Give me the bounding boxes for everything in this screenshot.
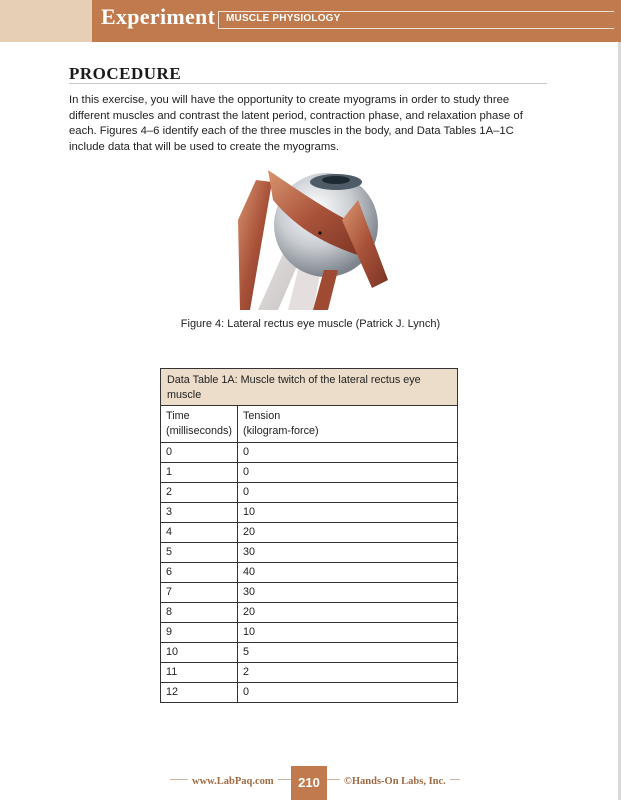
header-subtitle: MUSCLE PHYSIOLOGY: [226, 13, 341, 24]
table-row: [161, 523, 458, 543]
time-cell: 11: [161, 663, 238, 683]
table-row: [161, 683, 458, 703]
tension-cell: 10: [238, 623, 458, 643]
table-row: [161, 463, 458, 483]
time-cell: 9: [161, 623, 238, 643]
intro-paragraph: In this exercise, you will have the opportunity to create myograms in order to study three different muscles and contrast the latent period, contraction phase, and relaxation phase of each. Figures 4–6 identify each of the three muscles in the body, and Data Tables 1A–1C include data that will be used to create the myograms.: [69, 94, 523, 153]
table-row: [161, 603, 458, 623]
table-caption: Data Table 1A: Muscle twitch of the lateral rectus eye muscle: [161, 369, 458, 406]
tension-cell: 20: [238, 523, 458, 543]
tension-cell: 0: [238, 463, 458, 483]
header-tension-unit: (kilogram-force): [243, 424, 319, 437]
footer-copyright: ©Hands-On Labs, Inc.: [340, 776, 450, 787]
time-cell: 1: [161, 463, 238, 483]
table-caption-row: [161, 369, 458, 406]
table-row: [161, 483, 458, 503]
tension-cell: 30: [238, 583, 458, 603]
header-time-unit: (milliseconds): [166, 424, 232, 437]
time-cell: 4: [161, 523, 238, 543]
time-cell: 2: [161, 483, 238, 503]
figure-caption: Figure 4: Lateral rectus eye muscle (Patrick J. Lynch): [180, 318, 441, 330]
tension-cell: 30: [238, 543, 458, 563]
time-cell: 5: [161, 543, 238, 563]
header-band-light: [0, 0, 92, 42]
time-cell: 8: [161, 603, 238, 623]
time-cell: 7: [161, 583, 238, 603]
data-table: [160, 368, 458, 703]
section-divider: [69, 83, 547, 84]
eye-with-lateral-rectus-muscle-icon: [238, 160, 388, 310]
table-row: [161, 623, 458, 643]
table-row: [161, 583, 458, 603]
table-row: [161, 643, 458, 663]
header-time-label: Time: [166, 410, 190, 422]
tension-cell: 0: [238, 683, 458, 703]
time-cell: 6: [161, 563, 238, 583]
table-row: [161, 503, 458, 523]
page-header: [0, 0, 621, 42]
time-cell: 10: [161, 643, 238, 663]
column-header-tension: [238, 406, 458, 443]
table-row: [161, 663, 458, 683]
header-tension-label: Tension: [243, 410, 281, 422]
eye-muscle-figure: [238, 160, 388, 310]
time-cell: 0: [161, 443, 238, 463]
table-row: [161, 543, 458, 563]
tension-cell: 20: [238, 603, 458, 623]
time-cell: 3: [161, 503, 238, 523]
tension-cell: 5: [238, 643, 458, 663]
page-number: 210: [291, 766, 327, 800]
column-header-time: [161, 406, 238, 443]
tension-cell: 0: [238, 443, 458, 463]
section-heading: PROCEDURE: [69, 64, 182, 83]
tension-cell: 2: [238, 663, 458, 683]
table-header-row: [161, 406, 458, 443]
time-cell: 12: [161, 683, 238, 703]
table-row: [161, 563, 458, 583]
table-row: [161, 443, 458, 463]
tension-cell: 40: [238, 563, 458, 583]
footer-website: www.LabPaq.com: [188, 776, 278, 787]
tension-cell: 0: [238, 483, 458, 503]
tension-cell: 10: [238, 503, 458, 523]
header-title: Experiment: [101, 4, 216, 29]
